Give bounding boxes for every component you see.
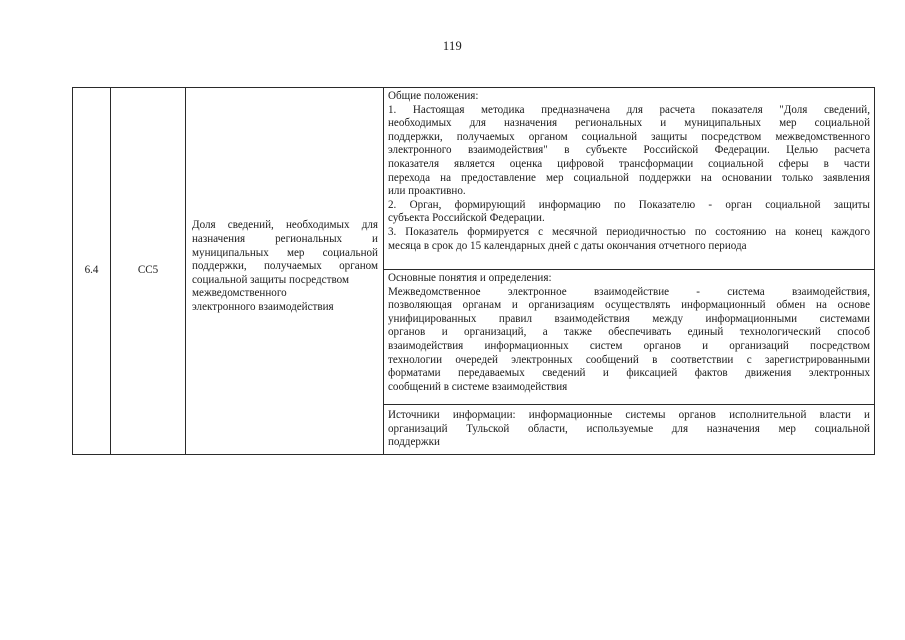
methodology-table [72, 87, 875, 455]
general-provisions-line: 1. Настоящая методика предназначена для расчета показателя "Доля сведений, [388, 103, 870, 116]
definitions-line: взаимодействия информационных систем органов и организаций посредством [388, 339, 870, 352]
general-provisions-line: электронного взаимодействия" в субъекте Российской Федерации. Целью расчета [388, 144, 870, 157]
indicator-name [186, 219, 383, 314]
general-provisions-line: показателя является оценка цифровой трансформации социальной сферы в части [388, 157, 870, 170]
definitions-heading: Основные понятия и определения: [388, 272, 552, 284]
general-provisions-heading: Общие положения: [388, 90, 479, 102]
sources-line: организаций Тульской области, используемые для назначения мер социальной [388, 422, 870, 435]
general-provisions-line: 2. Орган, формирующий информацию по Показателю - орган социальной защиты [388, 198, 870, 211]
indicator-code: СС5 [111, 88, 186, 455]
definitions-cell [384, 270, 875, 405]
definitions-line: форматами передаваемых сведений и фиксацией фактов движения электронных [388, 367, 870, 380]
general-provisions-line: необходимых для назначения региональных и муниципальных мер социальной [388, 117, 870, 130]
sources-line: Источники информации: информационные системы органов исполнительной власти и [388, 409, 870, 421]
indicator-name-line: назначения региональных и [192, 233, 378, 246]
indicator-name-line: Доля сведений, необходимых для [192, 219, 378, 232]
general-provisions-line: субъекта Российской Федерации. [388, 212, 545, 225]
definitions-line: унифицированных правил взаимодействия между информационными системами [388, 312, 870, 325]
page-number: 119 [442, 39, 463, 53]
indicator-name-line: поддержки, получаемых органом [192, 260, 378, 273]
general-provisions-line: или проактивно. [388, 185, 466, 198]
indicator-name-cell [186, 88, 384, 455]
general-provisions-cell [384, 88, 875, 270]
definitions-line: органов и организаций, а также обеспечивать единый технологический способ [388, 326, 870, 339]
sources-cell [384, 405, 875, 455]
definitions-line: технологии очередей электронных сообщений в соответствии с зарегистрированными [388, 353, 870, 366]
indicator-name-line: межведомственного [192, 287, 287, 300]
general-provisions-line: поддержки, получаемых органом социальной защиты посредством межведомственного [388, 130, 870, 143]
indicator-name-line: социальной защиты посредством [192, 273, 349, 286]
indicator-name-line: муниципальных мер социальной [192, 246, 378, 259]
sources-line: поддержки [388, 436, 440, 449]
general-provisions-line: перехода на предоставление мер социальной поддержки на основании только заявления [388, 171, 870, 184]
general-provisions-line: 3. Показатель формируется с месячной периодичностью по состоянию на конец каждого [388, 225, 870, 238]
table-row [73, 88, 875, 270]
definitions-line: позволяющая органам и организациям осуществлять информационный обмен на основе [388, 299, 870, 312]
definitions-line: Межведомственное электронное взаимодействие - система взаимодействия, [388, 285, 870, 298]
row-index: 6.4 [73, 88, 111, 455]
definitions-line: сообщений в системе взаимодействия [388, 380, 568, 393]
general-provisions-line: месяца в срок до 15 календарных дней с даты окончания отчетного периода [388, 239, 747, 252]
indicator-name-line: электронного взаимодействия [192, 300, 334, 313]
